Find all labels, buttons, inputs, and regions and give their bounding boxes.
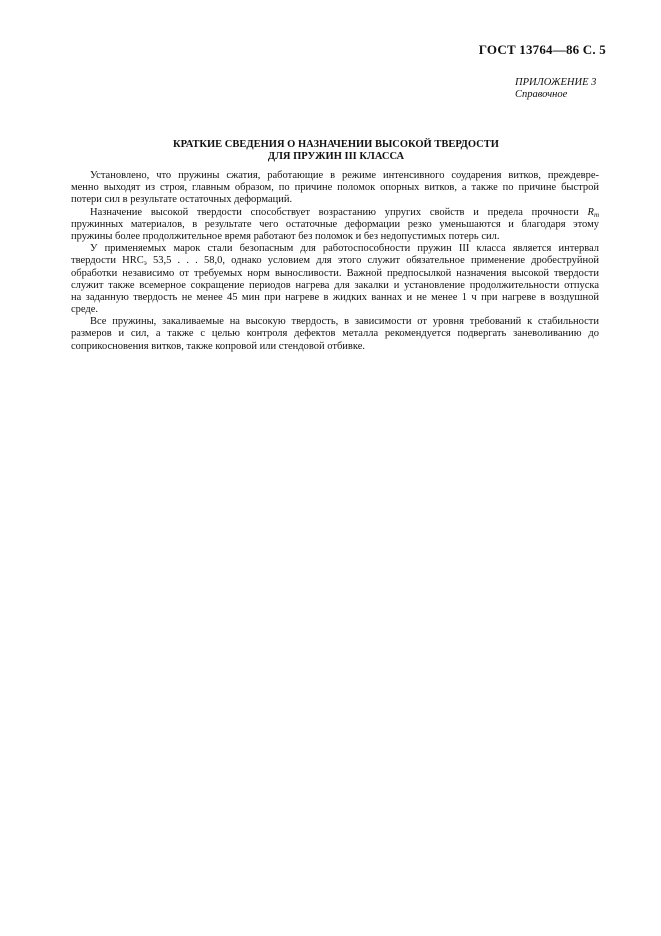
paragraph-1	[71, 170, 599, 207]
paragraph-4-line-1: Все пружины, закаливаемые на высокую твердость, в зависимости от уровня требований к стабильности	[90, 316, 599, 328]
appendix-type: Справочное	[515, 89, 568, 100]
paragraph-4-line-2: размеров и сил, а также с целью контроля дефектов металла рекомендуется подвергать заневоливанию до	[71, 328, 599, 340]
paragraph-2-line-1: Назначение высокой твердости способствует возрастанию упругих свойств и предела прочности $R_m$	[90, 206, 599, 219]
appendix-block	[515, 77, 596, 101]
section-title	[86, 139, 586, 162]
paragraph-1-line-1: Установлено, что пружины сжатия, работающие в режиме интенсивного соударения витков, преждевре-	[90, 170, 599, 181]
paragraph-2-line-2: пружинных материалов, в результате чего остаточные деформации резко уменьшаются и благодаря этому	[71, 218, 599, 230]
paragraph-3-line-4: служит также всемерное сокращение периодов нагрева для закалки и установление продолжительности отпуска	[71, 279, 599, 291]
body-text	[71, 170, 599, 353]
section-title-line-2: ДЛЯ ПРУЖИН III КЛАССА	[267, 150, 405, 162]
paragraph-2-line-3: пружины более продолжительное время работают без поломок и без недопустимых потерь сил.	[71, 230, 500, 242]
paragraph-4-line-3: соприкосновения витков, также копровой или стендовой отбивке.	[71, 340, 365, 352]
paragraph-1-line-2: менно выходят из строя, главным образом, по причине поломок опорных витков, а также по причине быстрой	[71, 182, 599, 194]
paragraph-3	[71, 243, 599, 316]
paragraph-3-line-1: У применяемых марок стали безопасным для работоспособности пружин III класса является интервал	[90, 243, 599, 255]
paragraph-2	[71, 206, 599, 244]
section-title-line-1: КРАТКИЕ СВЕДЕНИЯ О НАЗНАЧЕНИИ ВЫСОКОЙ ТВЕРДОСТИ	[173, 139, 499, 150]
standard-reference: ГОСТ 13764—86 С. 5	[478, 42, 606, 57]
paragraph-3-line-2: твердости $HRC_э$ 53,5 . . . 58,0, однако условием для этого служит обязательное применение дробеструйной	[71, 255, 599, 268]
paragraph-3-line-5: на заданную твердость не менее 45 мин при нагреве в жидких ваннах и не менее 1 ч при нагреве в воздушной	[71, 291, 599, 303]
paragraph-1-line-3: потери сил в результате остаточных деформаций.	[71, 194, 293, 206]
tensile-strength-symbol: $R_m$	[587, 206, 599, 219]
paragraph-3-line-6: среде.	[71, 304, 99, 316]
paragraph-4	[71, 316, 599, 353]
paragraph-3-line-3: обработки независимо от требуемых норм выносливости. Важной предпосылкой назначения высокой твердости	[71, 267, 599, 279]
appendix-label: ПРИЛОЖЕНИЕ 3	[515, 77, 597, 88]
